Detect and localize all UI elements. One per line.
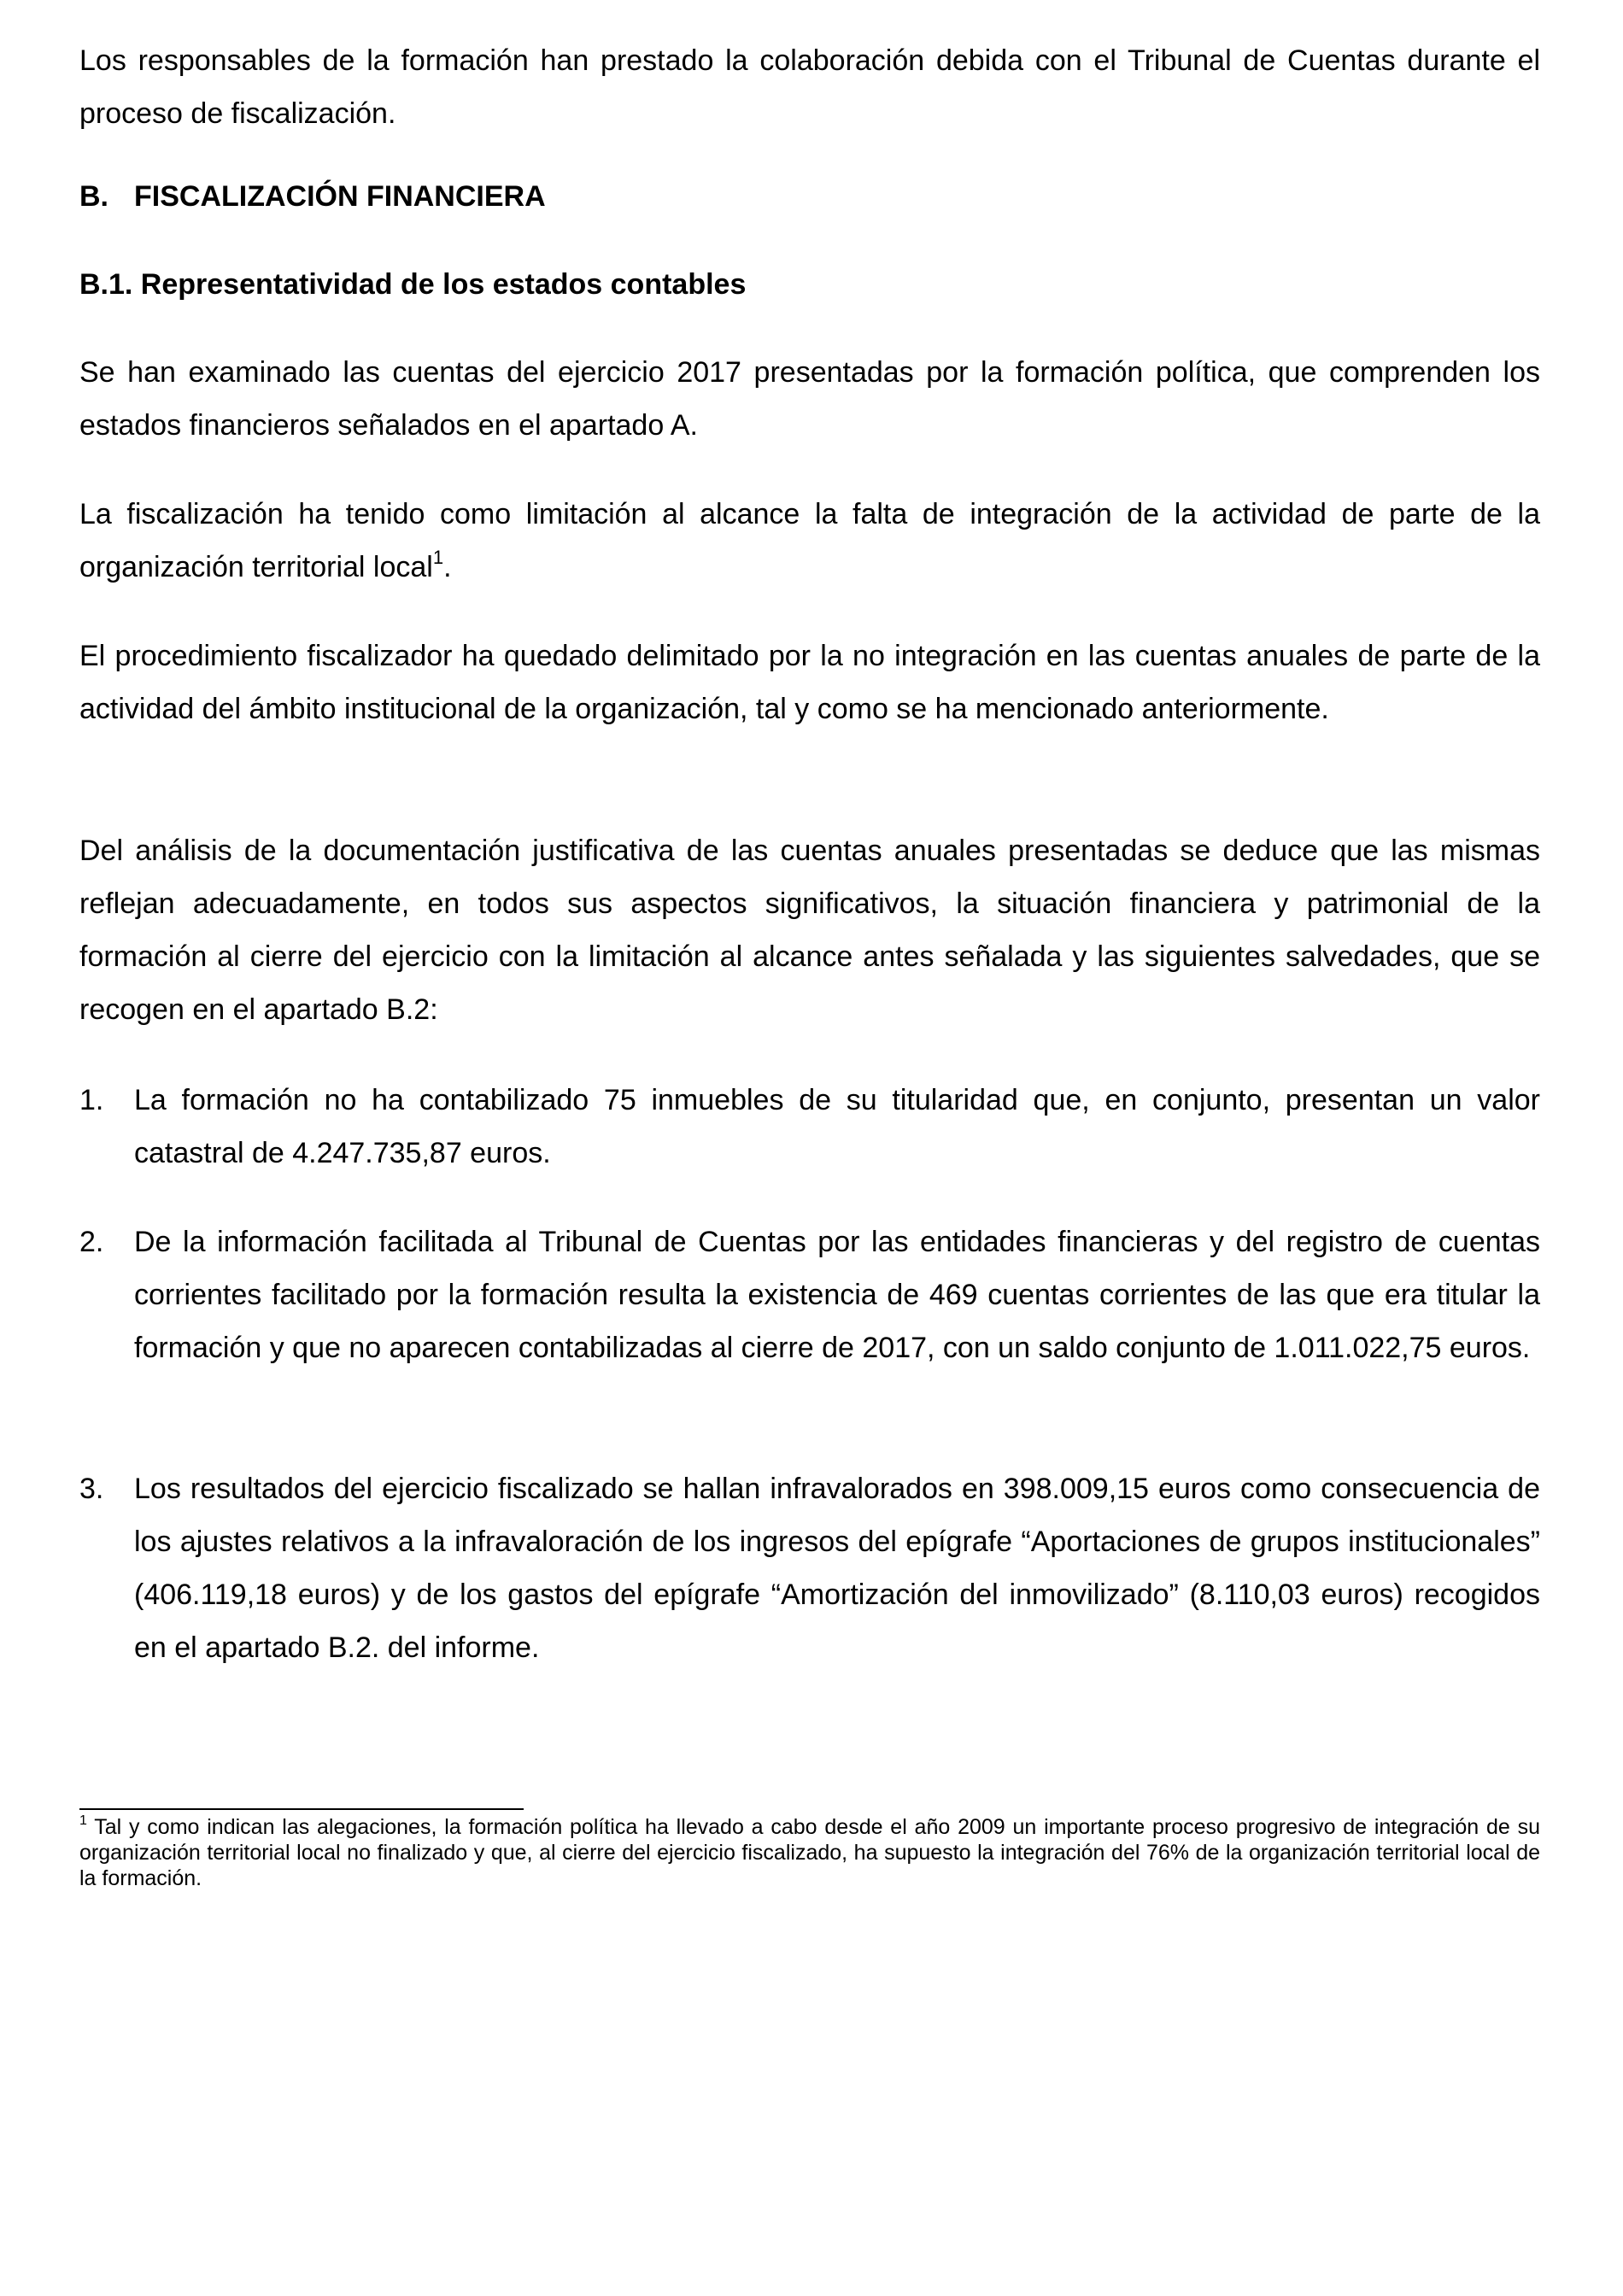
list-item	[79, 1215, 1540, 1374]
intro-paragraph: Los responsables de la formación han prestado la colaboración debida con el Tribunal de Cuentas durante el proceso de fiscalización.	[79, 44, 1540, 130]
footnote-text: Tal y como indican las alegaciones, la formación política ha llevado a cabo desde el año 2009 un importante proceso progresivo de integración de su organización territorial local no finalizado y que, al cierre del ejercicio fiscalizado, ha supuesto la integración del 76% de la organización territorial local de la formación.	[79, 1815, 1540, 1890]
paragraph-analysis: Del análisis de la documentación justificativa de las cuentas anuales presentadas se deduce que las mismas reflejan adecuadamente, en todos sus aspectos significativos, la situación financiera y patrimonial de la formación al cierre del ejercicio con la limitación al alcance antes señalada y las siguientes salvedades, que se recogen en el apartado B.2:	[79, 835, 1540, 1026]
section-b1-heading: B.1. Representatividad de los estados contables	[79, 268, 747, 301]
section-b-title: FISCALIZACIÓN FINANCIERA	[134, 180, 546, 213]
footnote-number: 1	[79, 1813, 87, 1828]
list-item-number: 1.	[79, 1084, 104, 1116]
list-item-text: Los resultados del ejercicio fiscalizado se hallan infravalorados en 398.009,15 euros como consecuencia de los ajustes relativos a la infravaloración de los ingresos del epígrafe “Aportaciones de grupos institucionales” (406.119,18 euros) y de los gastos del epígrafe “Amortización del inmovilizado” (8.110,03 euros) recogidos en el apartado B.2. del informe.	[134, 1473, 1540, 1664]
footnote	[79, 1814, 1540, 1891]
paragraph-procedure: El procedimiento fiscalizador ha quedado delimitado por la no integración en las cuentas anuales de parte de la actividad del ámbito institucional de la organización, tal y como se ha mencionado anteriormente.	[79, 640, 1540, 725]
list-item-number: 3.	[79, 1473, 104, 1505]
paragraph-scope-text: La fiscalización ha tenido como limitación al alcance la falta de integración de la actividad de parte de la organización territorial local	[79, 498, 1540, 583]
paragraph-examined-accounts: Se han examinado las cuentas del ejercicio 2017 presentadas por la formación política, que comprenden los estados financieros señalados en el apartado A.	[79, 356, 1540, 442]
paragraph-scope-end: .	[443, 551, 452, 583]
list-item-text: La formación no ha contabilizado 75 inmuebles de su titularidad que, en conjunto, presentan un valor catastral de 4.247.735,87 euros.	[134, 1084, 1540, 1169]
list-item	[79, 1462, 1540, 1674]
paragraph-scope-limitation	[79, 488, 1540, 594]
list-item	[79, 1074, 1540, 1180]
section-b-heading	[79, 170, 1540, 223]
footnote-reference: 1	[432, 546, 444, 568]
section-b-letter: B.	[79, 180, 108, 213]
list-item-number: 2.	[79, 1226, 104, 1258]
footnote-separator	[79, 1808, 524, 1810]
list-item-text: De la información facilitada al Tribunal de Cuentas por las entidades financieras y del registro de cuentas corrientes facilitado por la formación resulta la existencia de 469 cuentas corrientes de las que era titular la formación y que no aparecen contabilizadas al cierre de 2017, con un saldo conjunto de 1.011.022,75 euros.	[134, 1226, 1540, 1364]
